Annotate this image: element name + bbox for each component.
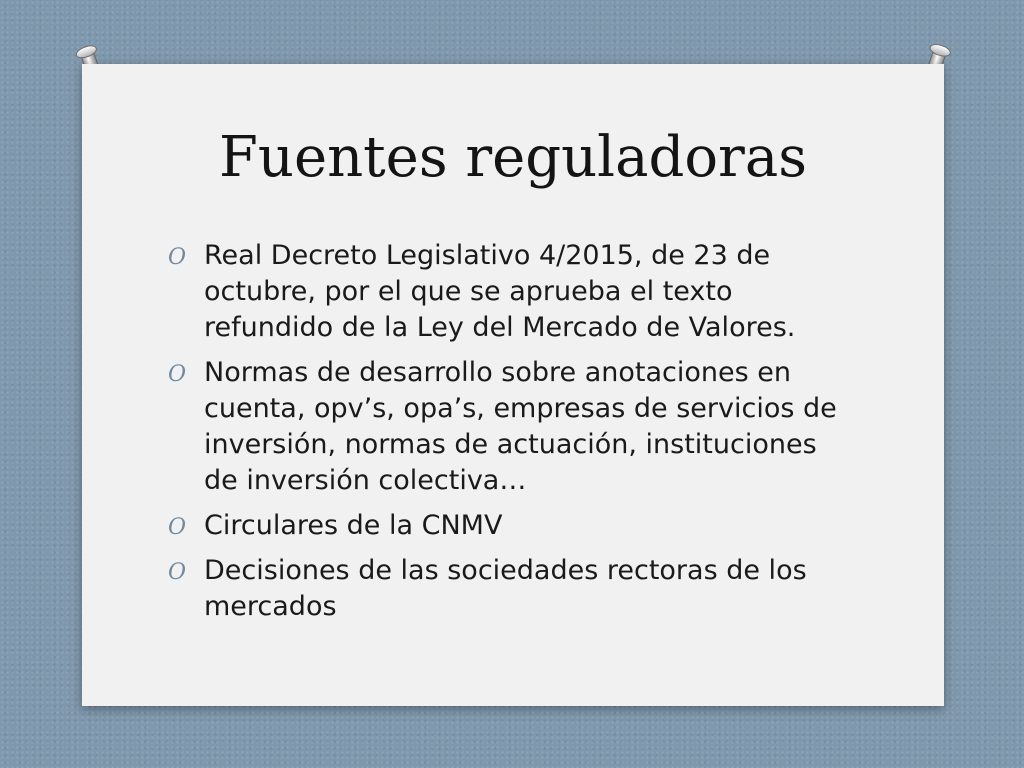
bullet-item [164, 508, 854, 544]
bullet-o-icon: O [168, 515, 187, 540]
bullet-list [164, 238, 854, 634]
bullet-o-icon: O [168, 245, 187, 270]
bullet-item [164, 355, 854, 499]
slide-paper [82, 64, 944, 706]
bullet-o-icon: O [168, 362, 187, 387]
bullet-item [164, 238, 854, 346]
bullet-o-icon: O [168, 560, 187, 585]
slide-title: Fuentes reguladoras [219, 125, 807, 190]
bullet-text: Decisiones de las sociedades rectoras de los mercados [204, 555, 807, 622]
bullet-text: Real Decreto Legislativo 4/2015, de 23 de octubre, por el que se aprueba el texto refundido de la Ley del Mercado de Valores. [204, 240, 796, 343]
bullet-text: Circulares de la CNMV [204, 510, 503, 541]
bullet-text: Normas de desarrollo sobre anotaciones en cuenta, opv’s, opa’s, empresas de servicios de inversión, normas de actuación, instituciones de inversión colectiva… [204, 357, 837, 496]
bullet-item [164, 553, 854, 625]
